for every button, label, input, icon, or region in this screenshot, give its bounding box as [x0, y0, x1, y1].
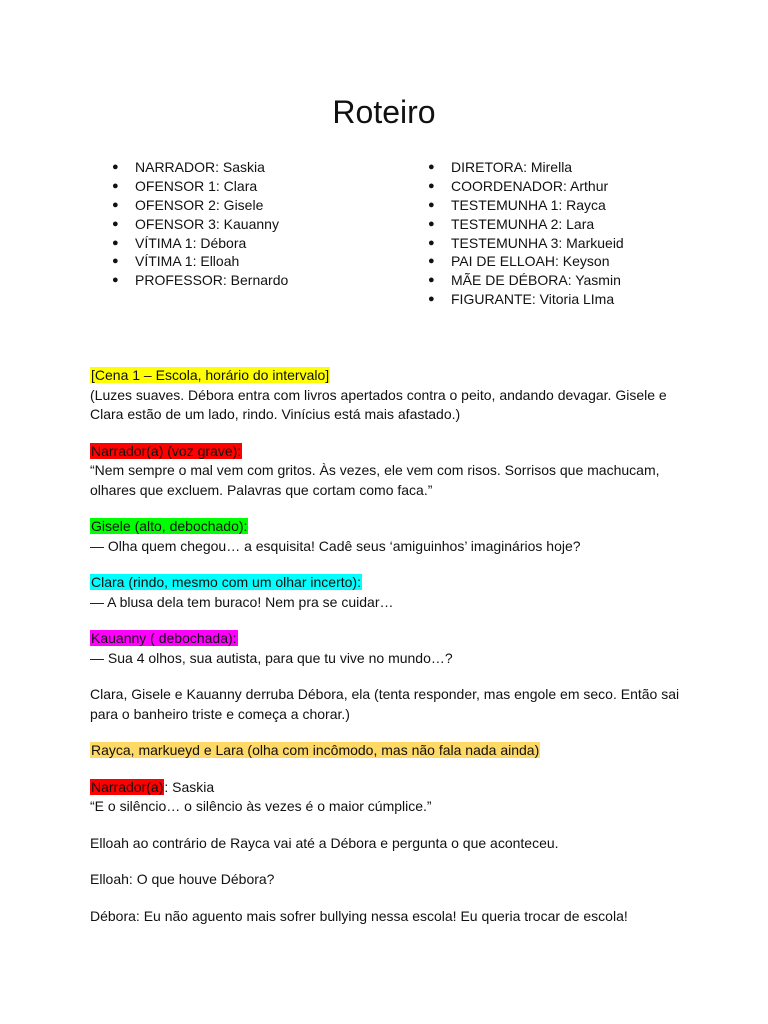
bullet-icon: ●	[112, 236, 119, 249]
list-item: ● FIGURANTE: Vitoria LIma	[428, 291, 615, 308]
document-title: Roteiro	[332, 94, 436, 130]
dialogue-line: Débora: Eu não aguento mais sofrer bullying nessa escola! Eu queria trocar de escola!	[90, 907, 628, 924]
speaker-label: Clara (rindo, mesmo com um olhar incerto):	[91, 574, 361, 590]
dialogue-block	[90, 907, 680, 927]
dialogue-line: “Nem sempre o mal vem com gritos. Às vezes, ele vem com risos. Sorrisos que machucam,	[90, 462, 660, 478]
dialogue-block	[90, 442, 680, 501]
speaker-label: Kauanny ( debochada):	[91, 630, 237, 646]
dialogue-block	[90, 573, 680, 612]
dialogue-line: — Olha quem chegou… a esquisita! Cadê seus ‘amiguinhos’ imaginários hoje?	[90, 537, 581, 554]
list-item: ● DIRETORA: Mirella	[428, 159, 573, 175]
list-item: ● PROFESSOR: Bernardo	[112, 272, 289, 289]
bullet-icon: ●	[112, 217, 119, 230]
cast-list-right	[428, 158, 624, 309]
bullet-icon: ●	[428, 179, 435, 192]
scene-heading: [Cena 1 – Escola, horário do intervalo]	[91, 367, 330, 383]
list-item: ● TESTEMUNHA 3: Markueid	[428, 234, 624, 251]
bullet-icon: ●	[428, 161, 435, 173]
action-line: Elloah ao contrário de Rayca vai até a Débora e pergunta o que aconteceu.	[90, 834, 559, 851]
speaker-label: Gisele (alto, debochado):	[91, 518, 248, 534]
action-line: para o banheiro triste e começa a chorar.)	[90, 705, 350, 722]
dialogue-block	[90, 778, 680, 817]
bullet-icon: ●	[112, 161, 119, 173]
list-item: ● PAI DE ELLOAH: Keyson	[428, 253, 610, 270]
bullet-icon: ●	[112, 179, 119, 192]
list-item: ● OFENSOR 1: Clara	[112, 177, 258, 194]
action-line: Clara, Gisele e Kauanny derruba Débora, ela (tenta responder, mas engole em seco. Então sai	[90, 686, 680, 702]
list-item: ● NARRADOR: Saskia	[112, 159, 265, 175]
dialogue-line: Elloah: O que houve Débora?	[90, 871, 275, 887]
bullet-icon: ●	[428, 236, 435, 249]
dialogue-block	[90, 870, 680, 890]
action-block	[90, 834, 680, 854]
list-item: ● OFENSOR 3: Kauanny	[112, 215, 279, 232]
dialogue-line: — Sua 4 olhos, sua autista, para que tu vive no mundo…?	[90, 649, 453, 666]
speaker-label: Narrador(a) (voz grave):	[91, 442, 242, 459]
list-item: ● COORDENADOR: Arthur	[428, 177, 609, 194]
dialogue-block	[90, 629, 680, 668]
script-body	[90, 366, 680, 943]
scene-block	[90, 366, 680, 425]
cast-list-left	[112, 158, 288, 290]
speaker-label: Narrador(a)	[91, 778, 164, 795]
speaker-name: : Saskia	[164, 778, 215, 795]
list-item: ● TESTEMUNHA 1: Rayca	[428, 196, 606, 213]
bullet-icon: ●	[428, 255, 435, 268]
list-item: ● VÍTIMA 1: Elloah	[112, 253, 240, 270]
list-item: ● MÃE DE DÉBORA: Yasmin	[428, 272, 621, 289]
dialogue-line: — A blusa dela tem buraco! Nem pra se cuidar…	[90, 593, 394, 610]
bullet-icon: ●	[428, 274, 435, 287]
list-item: ● TESTEMUNHA 2: Lara	[428, 215, 595, 232]
stage-direction: Clara estão de um lado, rindo. Vinícius está mais afastado.)	[90, 406, 461, 422]
bullet-icon: ●	[112, 274, 119, 287]
dialogue-line: olhares que excluem. Palavras que cortam como faca.”	[90, 481, 433, 498]
bullet-icon: ●	[428, 217, 435, 230]
list-item: ● VÍTIMA 1: Débora	[112, 234, 247, 251]
bullet-icon: ●	[428, 198, 435, 211]
bullet-icon: ●	[428, 293, 435, 306]
bullet-icon: ●	[112, 255, 119, 268]
witnesses-line: Rayca, markueyd e Lara (olha com incômodo, mas não fala nada ainda)	[91, 742, 540, 758]
dialogue-line: “E o silêncio… o silêncio às vezes é o maior cúmplice.”	[90, 798, 432, 814]
stage-direction: (Luzes suaves. Débora entra com livros apertados contra o peito, andando devagar. Gisele e	[90, 386, 667, 403]
list-item: ● OFENSOR 2: Gisele	[112, 196, 264, 213]
dialogue-block	[90, 517, 680, 556]
bullet-icon: ●	[112, 198, 119, 211]
action-block	[90, 685, 680, 724]
action-block	[90, 741, 680, 761]
